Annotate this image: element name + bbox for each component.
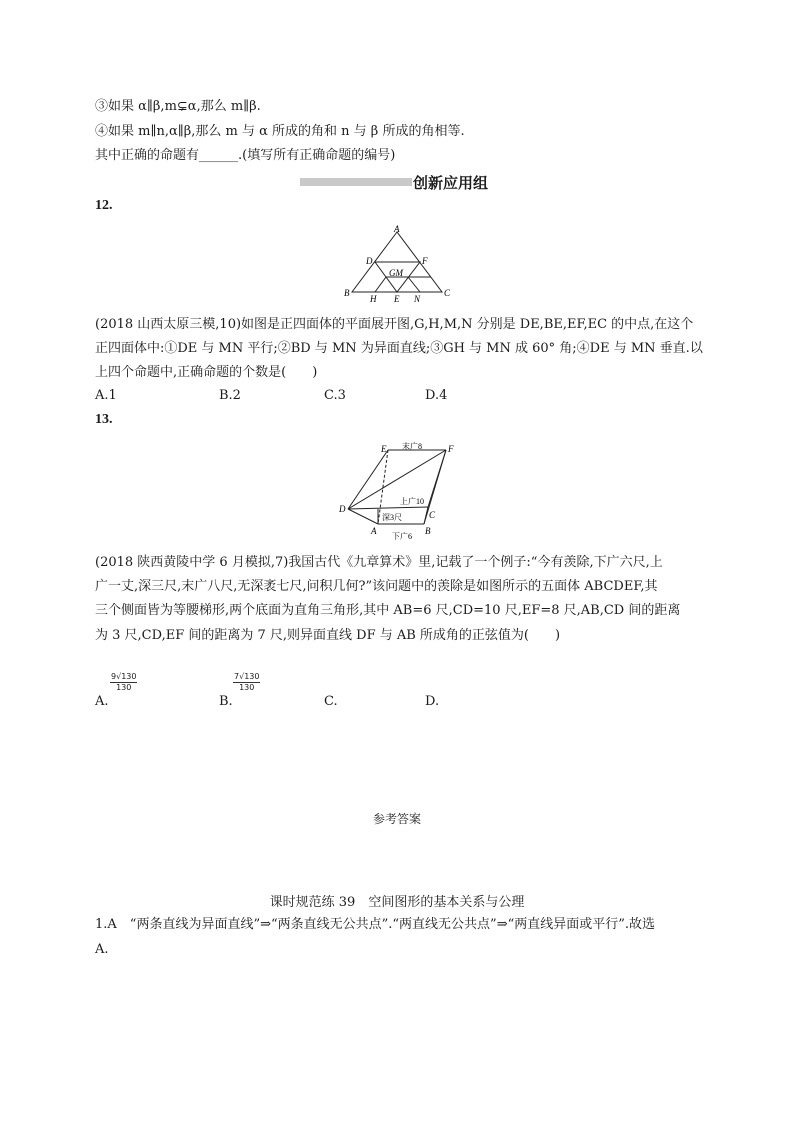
label-B: B	[344, 288, 350, 298]
q13-fraction-b	[233, 672, 260, 693]
q13-option-a[interactable]: A.	[95, 694, 109, 709]
question-12-number: 12.	[95, 198, 113, 213]
q13-option-c[interactable]: C.	[324, 694, 338, 709]
q13-text-line-1: (2018 陕西黄陵中学 6 月模拟,7)我国古代《九章算术》里,记载了一个例子:“今有羡除,下广六尺,上	[95, 555, 663, 570]
question-13-number: 13.	[95, 412, 113, 427]
label-H: H	[370, 294, 377, 304]
fraction-a-numerator: 9√130	[111, 672, 137, 681]
edge-DA	[348, 509, 378, 524]
q13-text-line-4: 为 3 尺,CD,EF 间的距离为 7 尺,则异面直线 DF 与 AB 所成角的正弦值为( )	[95, 628, 561, 643]
q12-text-line-1: (2018 山西太原三模,10)如图是正四面体的平面展开图,G,H,M,N 分别是 DE,BE,EF,EC 的中点,在这个	[95, 317, 694, 332]
answer-1-line-1: 1.A “两条直线为异面直线”⇒“两条直线无公共点”.“两直线无公共点”⇒“两直线异面或平行”.故选	[95, 917, 656, 932]
fraction-b-denominator: 130	[239, 683, 255, 692]
statement-4: ④如果 m∥n,α∥β,那么 m 与 α 所成的角和 n 与 β 所成的角相等.	[95, 124, 465, 139]
label-N: N	[414, 294, 421, 304]
q13-option-b[interactable]: B.	[219, 694, 233, 709]
label-upper-width: 上广10	[400, 497, 424, 506]
segment-n	[408, 277, 420, 292]
fraction-a-denominator: 130	[116, 683, 132, 692]
label-C: C	[444, 288, 451, 298]
answer-1-line-2: A.	[95, 942, 109, 957]
label-GM: GM	[389, 268, 403, 278]
q12-option-c[interactable]: C.3	[324, 388, 346, 403]
section-title: 创新应用组	[413, 174, 489, 192]
label-lower-width: 下广6	[392, 532, 412, 541]
q12-option-a[interactable]: A.1	[95, 388, 117, 403]
q13-solid-figure	[336, 440, 466, 545]
fraction-b-numerator: 7√130	[234, 672, 260, 681]
statement-3: ③如果 α∥β,m⊊α,那么 m∥β.	[95, 99, 261, 114]
fill-in-prompt: 其中正确的命题有______.(填写所有正确命题的编号)	[95, 148, 396, 163]
q12-text-line-3: 上四个命题中,正确命题的个数是( )	[95, 365, 318, 380]
label-depth: 深3尺	[382, 513, 402, 522]
q12-option-b[interactable]: B.2	[219, 388, 241, 403]
edge-DE	[348, 450, 388, 509]
section-heading	[300, 173, 520, 193]
label-E: E	[394, 294, 400, 304]
label-D: D	[339, 504, 346, 514]
q12-text-line-2: 正四面体中:①DE 与 MN 平行;②BD 与 MN 为异面直线;③GH 与 MN 成 60° 角;④DE 与 MN 垂直.以	[95, 341, 703, 356]
label-D: D	[366, 256, 373, 266]
label-E: E	[381, 444, 387, 454]
q12-net-figure	[340, 222, 460, 307]
label-C: C	[429, 510, 436, 520]
q12-option-d[interactable]: D.4	[425, 388, 448, 403]
edge-DC	[348, 507, 428, 509]
label-F: F	[448, 444, 454, 454]
label-B: B	[425, 526, 431, 536]
answers-heading: 参考答案	[372, 812, 421, 826]
segment-h	[375, 277, 386, 292]
lesson-title: 课时规范练 39 空间图形的基本关系与公理	[269, 895, 525, 910]
q13-text-line-3: 三个侧面皆为等腰梯形,两个底面为直角三角形,其中 AB=6 尺,CD=10 尺,EF=8 尺,AB,CD 间的距离	[95, 603, 681, 618]
q13-option-d[interactable]: D.	[425, 694, 440, 709]
label-F: F	[422, 256, 428, 266]
q13-text-line-2: 广一丈,深三尺,末广八尺,无深袤七尺,问积几何?”该问题中的羡除是如图所示的五面体 ABCDEF,其	[95, 579, 658, 594]
label-A: A	[371, 526, 377, 536]
section-bar	[300, 178, 412, 186]
label-A: A	[394, 224, 400, 234]
label-top-width: 末广8	[402, 442, 422, 451]
q13-fraction-a	[110, 672, 137, 693]
